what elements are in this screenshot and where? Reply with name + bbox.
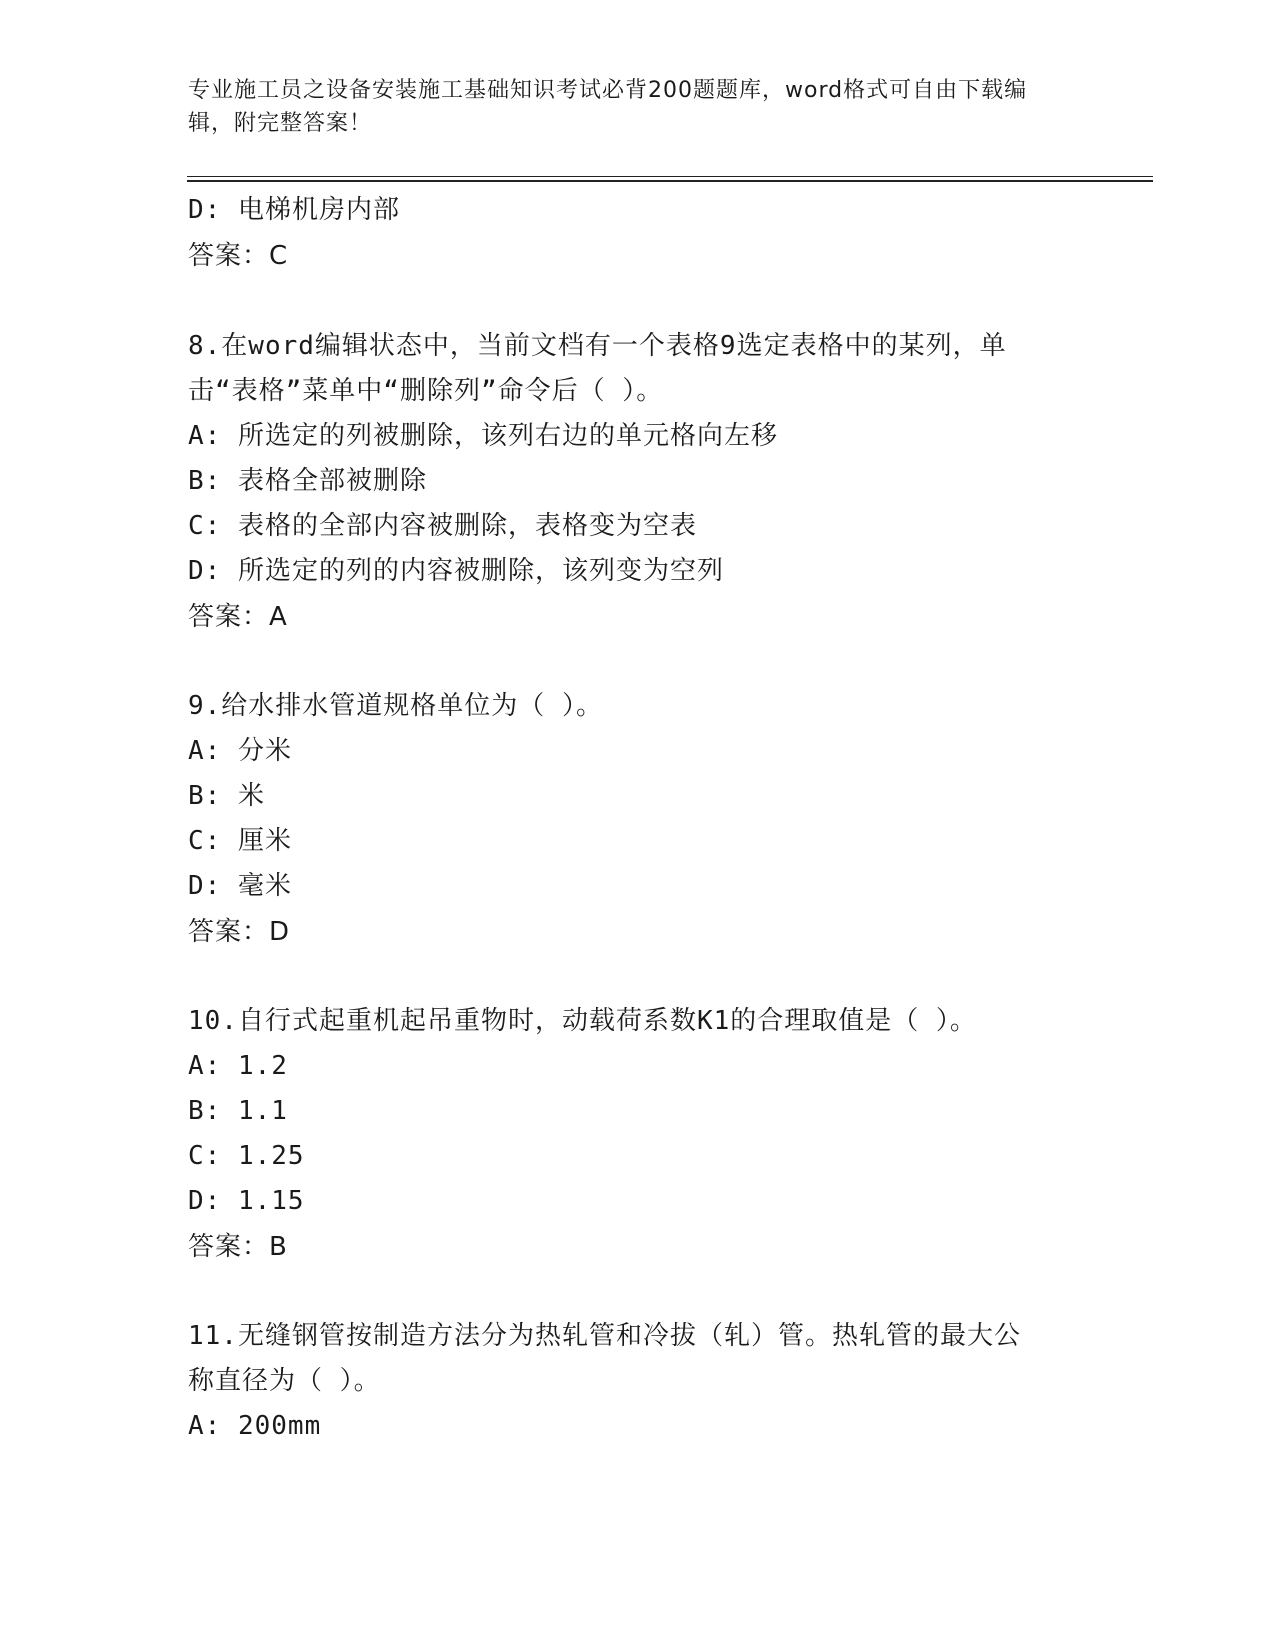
q11-option-a: A: 200mm — [188, 1411, 322, 1441]
q8-option-c: C: 表格的全部内容被删除，表格变为空表 — [188, 511, 697, 541]
q11-stem-line2: 称直径为（ ）。 — [188, 1366, 381, 1396]
page-header: 专业施工员之设备安装施工基础知识考试必背200题题库，word格式可自由下载编辑，附完整答案！ — [188, 78, 1028, 136]
q9-option-a: A: 分米 — [188, 736, 292, 766]
header-rule-thick — [187, 180, 1153, 182]
q9-option-c: C: 厘米 — [188, 826, 292, 856]
q8-option-d: D: 所选定的列的内容被删除，该列变为空列 — [188, 556, 724, 586]
q10-option-a: A: 1.2 — [188, 1051, 288, 1081]
header-rule-thin — [187, 176, 1153, 177]
prev-option-d: D: 电梯机房内部 — [188, 195, 400, 225]
q8-answer: 答案：A — [188, 602, 288, 632]
q9-answer: 答案：D — [188, 917, 291, 947]
prev-answer: 答案：C — [188, 241, 289, 271]
q10-option-d: D: 1.15 — [188, 1186, 305, 1216]
q9-stem: 9.给水排水管道规格单位为（ ）。 — [188, 691, 603, 721]
q10-option-b: B: 1.1 — [188, 1096, 288, 1126]
q11-stem-line1: 11.无缝钢管按制造方法分为热轧管和冷拔（轧）管。热轧管的最大公 — [188, 1321, 1021, 1351]
q8-option-b: B: 表格全部被删除 — [188, 466, 427, 496]
q8-option-a: A: 所选定的列被删除，该列右边的单元格向左移 — [188, 421, 778, 451]
q10-stem: 10.自行式起重机起吊重物时，动载荷系数K1的合理取值是（ ）。 — [188, 1006, 977, 1036]
q10-option-c: C: 1.25 — [188, 1141, 305, 1171]
q10-answer: 答案：B — [188, 1232, 288, 1262]
q9-option-d: D: 毫米 — [188, 871, 292, 901]
q8-stem-line1: 8.在word编辑状态中，当前文档有一个表格9选定表格中的某列，单 — [188, 331, 1007, 361]
q8-stem-line2: 击“表格”菜单中“删除列”命令后（ ）。 — [188, 376, 664, 406]
q9-option-b: B: 米 — [188, 781, 265, 811]
